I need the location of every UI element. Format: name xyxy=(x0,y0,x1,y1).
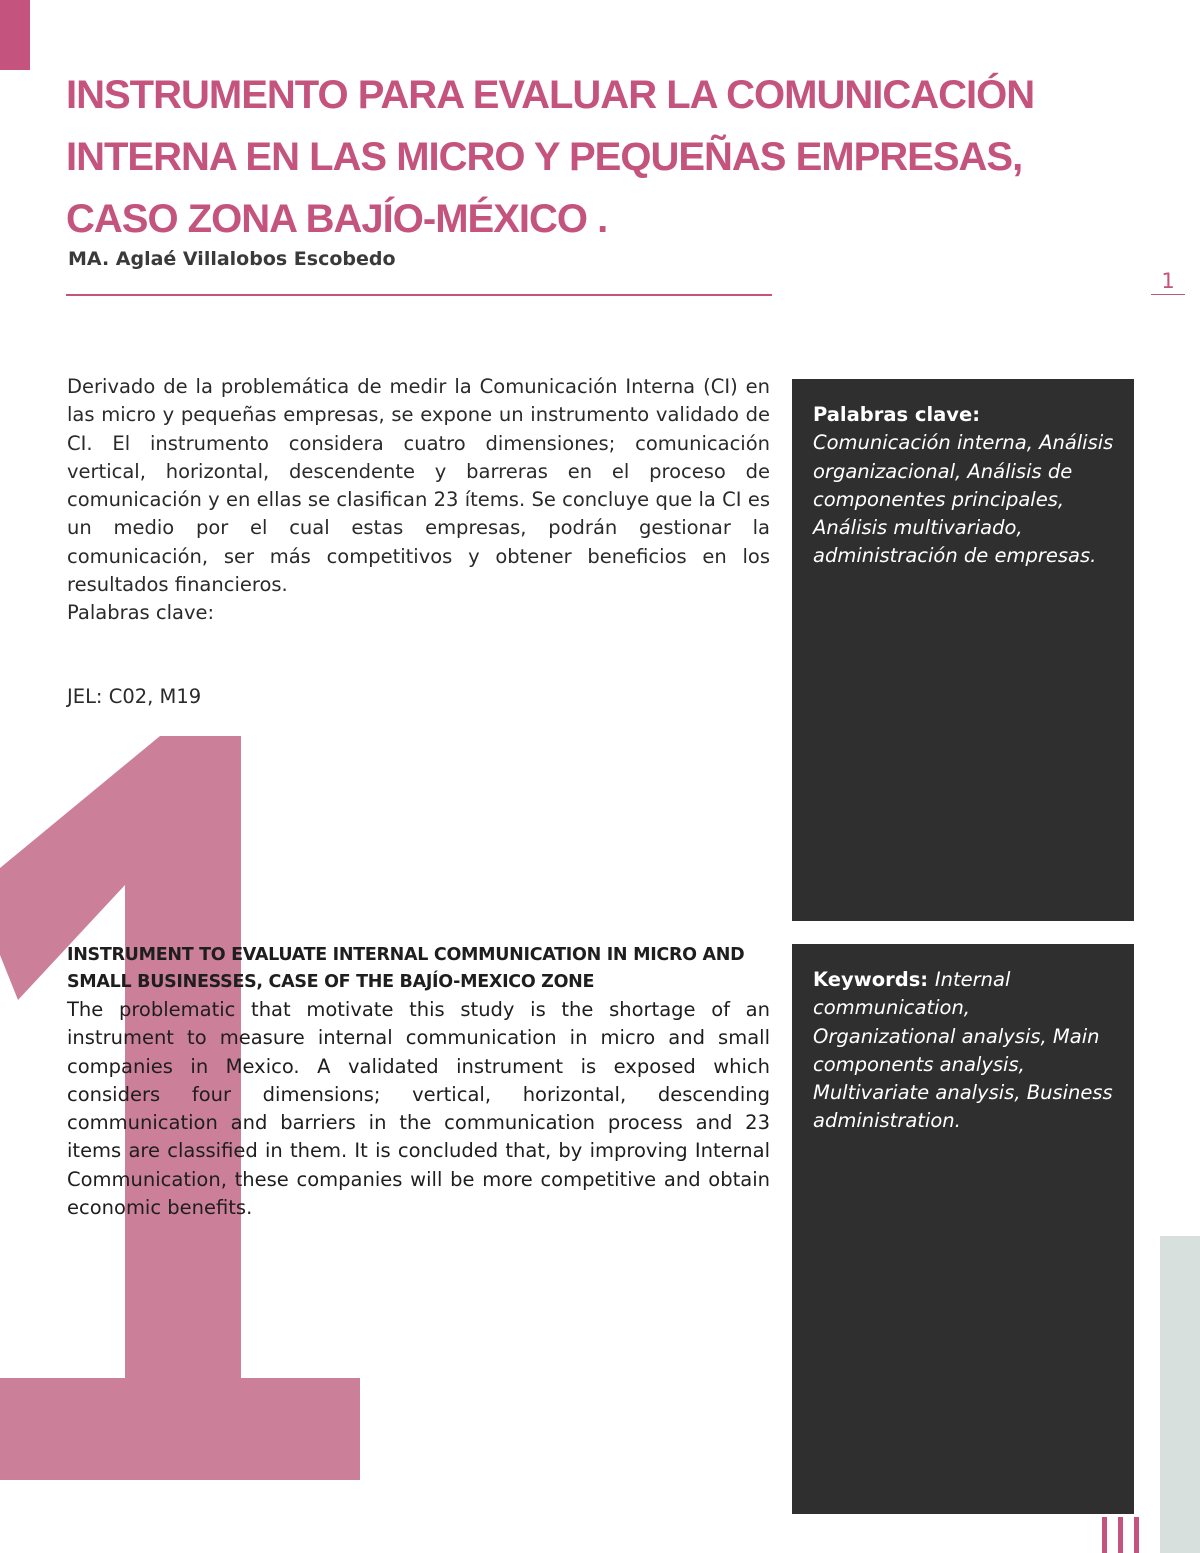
abstract-spanish-keywords-label: Palabras clave: xyxy=(67,601,215,625)
abstract-spanish-text: Derivado de la problemática de medir la Comunicación Interna (CI) en las micro y pequeñas empresas, se expone un instrumento validado de CI. El instrumento considera cuatro dimensiones; comunicación vertical, horizontal, descendente y barreras en el proceso de comunicación y en ellas se clasifican 23 ítems. Se concluye que la CI es un medio por el cual estas empresas, podrán gestionar la comunicación, ser más competitivos y obtener beneficios en los resultados financieros. xyxy=(67,375,770,597)
page-number: 1 xyxy=(1151,268,1185,295)
abstract-english xyxy=(67,942,770,1222)
author-name: MA. Aglaé Villalobos Escobedo xyxy=(68,248,396,270)
author-divider xyxy=(66,294,772,296)
page-title: INSTRUMENTO PARA EVALUAR LA COMUNICACIÓN INTERNA EN LAS MICRO Y PEQUEÑAS EMPRESAS, CASO ZONA BAJÍO-MÉXICO . xyxy=(66,73,1035,241)
keywords-label-spanish: Palabras clave: xyxy=(813,403,981,426)
jel-codes: JEL: C02, M19 xyxy=(67,685,202,708)
keywords-label-english: Keywords: xyxy=(813,968,935,991)
abstract-spanish xyxy=(67,373,770,628)
abstract-english-text: The problematic that motivate this study is the shortage of an instrument to measure internal communication in micro and small companies in Mexico. A validated instrument is exposed which considers four dimensions; vertical, horizontal, descending communication and barriers in the communication process and 23 items are classified in them. It is concluded that, by improving Internal Communication, these companies will be more competitive and obtain economic benefits. xyxy=(67,998,770,1220)
tally-mark xyxy=(1134,1517,1139,1553)
keywords-text-english: Internal communication, Organizational analysis, Main components analysis, Multivariate analysis, Business administration. xyxy=(813,968,1113,1133)
side-panel xyxy=(1160,1236,1200,1553)
tally-mark xyxy=(1102,1517,1107,1553)
tally-mark xyxy=(1118,1517,1123,1553)
keywords-box-english xyxy=(792,944,1134,1514)
keywords-box-spanish xyxy=(792,379,1134,921)
keywords-text-spanish: Comunicación interna, Análisis organizacional, Análisis de componentes principales, Análisis multivariado, administración de empresas. xyxy=(813,431,1114,568)
chapter-numeral-text: 1 xyxy=(0,0,1,1)
english-title: INSTRUMENT TO EVALUATE INTERNAL COMMUNICATION IN MICRO AND SMALL BUSINESSES, CASE OF THE BAJÍO-MEXICO ZONE xyxy=(67,945,745,992)
